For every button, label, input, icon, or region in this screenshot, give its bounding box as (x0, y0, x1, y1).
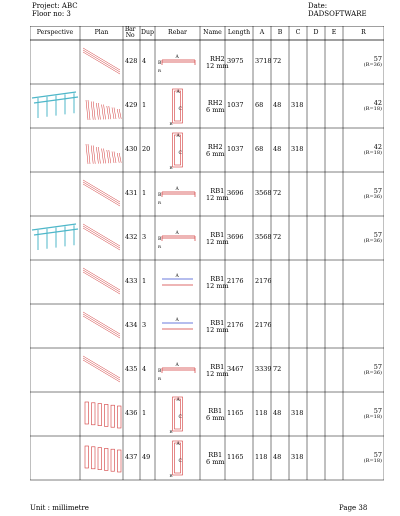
cell-dup: 4 (142, 365, 147, 373)
cell-dup: 1 (142, 409, 147, 417)
bend-radius: 57 (373, 55, 382, 63)
bend-radius: 57 (373, 363, 382, 371)
cell-length: 1037 (227, 101, 244, 109)
plan-stirrup-line (109, 106, 111, 119)
rebar-label-b: B (158, 193, 162, 198)
plan-stirrup-line (109, 150, 111, 163)
date-header (308, 2, 367, 18)
plan-stirrup-line (112, 108, 114, 120)
rebar-label-r: R (169, 165, 173, 170)
plan-bar-line (83, 48, 120, 70)
column-header: Perspective (36, 29, 74, 36)
plan-stirrup-line (98, 103, 100, 120)
cell-b: 72 (273, 233, 282, 241)
cell-a: 68 (255, 101, 264, 109)
rebar-label-r: R (158, 200, 162, 205)
cell-b: 48 (273, 409, 282, 417)
plan-stirrup-line (88, 100, 90, 120)
plan-stirrup-rect (92, 447, 96, 469)
cell-r (357, 364, 382, 376)
cell-b: 72 (273, 365, 282, 373)
plan-stirrup-rect (105, 448, 109, 470)
plan-bar-line (83, 358, 120, 380)
plan-stirrup-line (117, 153, 119, 163)
cell-r (357, 188, 382, 200)
bend-radius-note: (R=36) (363, 370, 382, 376)
cell-b: 72 (273, 57, 282, 65)
bar-name: RB1 (210, 275, 225, 283)
bar-name: RH2 (207, 143, 223, 151)
column-header: Rebar (168, 29, 187, 36)
cell-name (206, 100, 225, 114)
unit-label: Unit : millimetre (30, 504, 89, 512)
bar-name: RB1 (208, 407, 223, 415)
cell-a: 118 (255, 453, 268, 461)
plan-stirrup-line (88, 144, 90, 164)
cell-bar-no: 430 (125, 145, 138, 153)
rebar-label-c: C (178, 151, 182, 156)
plan-stirrup-line (93, 102, 95, 120)
cell-name (206, 276, 229, 290)
bar-size: 12 mm (206, 370, 229, 378)
rebar-label-a: A (176, 134, 180, 139)
bend-radius-note: (R=18) (363, 414, 382, 420)
cell-r (357, 452, 382, 464)
plan-stirrup-line (119, 109, 121, 119)
project-label: Project: ABC (32, 2, 78, 10)
rebar-label-b: B (158, 369, 162, 374)
cell-bar-no: 435 (125, 365, 138, 373)
rebar-stirrup-rect (175, 443, 181, 473)
bar-name: RB1 (210, 231, 225, 239)
cell-a: 118 (255, 409, 268, 417)
cell-dup: 3 (142, 233, 147, 241)
bend-radius: 42 (373, 99, 382, 107)
plan-bar-line (83, 226, 120, 248)
rebar-label-a: A (176, 442, 180, 447)
rebar-stirrup-rect (175, 91, 181, 121)
cell-name (206, 364, 229, 378)
plan-stirrup-rect (85, 402, 89, 424)
plan-bar-line (83, 314, 120, 336)
plan-stirrup-line (117, 109, 119, 119)
bar-name: RB1 (210, 363, 225, 371)
rebar-label-r: R (158, 244, 162, 249)
plan-stirrup-line (102, 105, 104, 120)
plan-stirrup-line (107, 150, 109, 163)
rebar-label-b: B (158, 237, 162, 242)
rebar-label-a: A (176, 90, 180, 95)
cell-dup: 4 (142, 57, 147, 65)
cell-r (357, 144, 382, 156)
bar-size: 12 mm (206, 194, 229, 202)
rebar-label-r: R (169, 429, 173, 434)
bar-name: RH2 (207, 99, 223, 107)
plan-stirrup-line (102, 149, 104, 164)
plan-stirrup-line (119, 153, 121, 163)
cell-name (206, 320, 229, 334)
plan-bar-line (83, 50, 120, 72)
plan-bar-line (83, 316, 120, 338)
plan-bar-line (83, 268, 120, 290)
cell-a: 2176 (255, 321, 272, 329)
cell-a: 3718 (255, 57, 272, 65)
cell-name (206, 408, 225, 422)
plan-stirrup-rect (98, 404, 102, 426)
plan-stirrup-line (107, 106, 109, 119)
plan-stirrup-line (86, 100, 88, 120)
cell-length: 1165 (227, 453, 244, 461)
cell-bar-no: 428 (125, 57, 138, 65)
plan-stirrup-line (91, 102, 93, 120)
bend-radius-note: (R=36) (363, 62, 382, 68)
rebar-label-a: A (175, 318, 179, 323)
rebar-label-b: B (158, 61, 162, 66)
floor-label: Floor no: 3 (32, 10, 71, 18)
date-label: Date: (308, 2, 328, 10)
rebar-label-r: R (158, 68, 162, 73)
rebar-stirrup-rect (175, 399, 181, 429)
column-header: Name (203, 29, 222, 36)
column-header: A (259, 29, 265, 36)
cell-length: 3696 (227, 233, 244, 241)
plan-bar-line (83, 228, 120, 250)
cell-length: 2176 (227, 277, 244, 285)
cell-length: 1037 (227, 145, 244, 153)
rebar-label-a: A (175, 363, 179, 368)
bar-size: 12 mm (206, 62, 229, 70)
cell-length: 2176 (227, 321, 244, 329)
cell-c: 318 (291, 409, 304, 417)
plan-stirrup-line (96, 147, 98, 164)
cell-name (206, 188, 229, 202)
bar-size: 6 mm (206, 106, 225, 114)
cell-a: 2176 (255, 277, 272, 285)
rebar-label-c: C (178, 459, 182, 464)
page-number: Page 38 (339, 504, 368, 512)
plan-stirrup-rect (111, 449, 115, 471)
bend-radius: 57 (373, 231, 382, 239)
cell-r (357, 56, 382, 68)
cell-bar-no: 431 (125, 189, 138, 197)
cell-name (206, 232, 229, 246)
bend-radius: 57 (373, 407, 382, 415)
cell-dup: 1 (142, 101, 147, 109)
column-header: Bar No (124, 26, 136, 39)
bar-size: 12 mm (206, 282, 229, 290)
column-header: E (331, 29, 337, 36)
bend-radius-note: (R=36) (363, 238, 382, 244)
cell-name (206, 56, 229, 70)
bend-radius: 42 (373, 143, 382, 151)
bar-size: 6 mm (206, 414, 225, 422)
bar-name: RH2 (209, 55, 225, 63)
perspective-frame-line (32, 224, 76, 230)
company-label: DADSOFTWARE (308, 10, 367, 18)
plan-stirrup-line (114, 152, 116, 164)
bend-radius: 57 (373, 187, 382, 195)
rebar-label-r: R (169, 121, 173, 126)
column-header: B (277, 29, 283, 36)
plan-stirrup-rect (98, 448, 102, 470)
cell-dup: 1 (142, 189, 147, 197)
plan-stirrup-rect (92, 403, 96, 425)
cell-name (206, 144, 225, 158)
rebar-label-c: C (178, 415, 182, 420)
column-header: R (361, 29, 366, 36)
plan-bar-line (83, 52, 120, 74)
cell-r (357, 232, 382, 244)
bend-radius: 57 (373, 451, 382, 459)
cell-length: 3975 (227, 57, 244, 65)
column-header: Dup (141, 29, 154, 36)
plan-bar-line (83, 184, 120, 206)
cell-a: 3568 (255, 189, 272, 197)
cell-dup: 1 (142, 277, 147, 285)
plan-bar-line (83, 180, 120, 202)
bar-size: 12 mm (206, 238, 229, 246)
rebar-label-r: R (158, 376, 162, 381)
bar-size: 12 mm (206, 326, 229, 334)
plan-bar-line (83, 182, 120, 204)
rebar-label-a: A (175, 231, 179, 236)
plan-stirrup-line (114, 108, 116, 120)
cell-r (357, 408, 382, 420)
cell-dup: 3 (142, 321, 147, 329)
cell-dup: 20 (142, 145, 151, 153)
cell-dup: 49 (142, 453, 151, 461)
plan-stirrup-rect (118, 450, 122, 472)
bend-radius-note: (R=36) (363, 194, 382, 200)
bar-name: RB1 (210, 187, 225, 195)
project-header (32, 2, 78, 18)
plan-bar-line (83, 360, 120, 382)
column-header: C (295, 29, 301, 36)
plan-stirrup-line (93, 146, 95, 164)
cell-bar-no: 434 (125, 321, 138, 329)
perspective-frame-line (32, 92, 76, 98)
column-header: D (313, 29, 319, 36)
cell-length: 1165 (227, 409, 244, 417)
bend-radius-note: (R=18) (363, 458, 382, 464)
rebar-stirrup-rect (175, 135, 181, 165)
plan-bar-line (83, 356, 120, 378)
bend-radius-note: (R=18) (363, 150, 382, 156)
rebar-label-a: A (176, 398, 180, 403)
plan-bar-line (83, 224, 120, 246)
cell-bar-no: 437 (125, 453, 138, 461)
cell-bar-no: 429 (125, 101, 138, 109)
plan-stirrup-rect (85, 446, 89, 468)
plan-stirrup-line (98, 147, 100, 164)
plan-stirrup-rect (111, 405, 115, 427)
bend-radius-note: (R=18) (363, 106, 382, 112)
cell-r (357, 100, 382, 112)
column-header: Length (227, 29, 251, 36)
plan-stirrup-line (91, 146, 93, 164)
rebar-label-a: A (175, 187, 179, 192)
cell-length: 3467 (227, 365, 244, 373)
rebar-label-a: A (175, 55, 179, 60)
cell-b: 48 (273, 453, 282, 461)
bar-name: RB1 (208, 451, 223, 459)
plan-stirrup-line (96, 103, 98, 120)
cell-length: 3696 (227, 189, 244, 197)
cell-b: 72 (273, 189, 282, 197)
column-header: Plan (94, 29, 109, 36)
plan-bar-line (83, 312, 120, 334)
cell-a: 3339 (255, 365, 272, 373)
cell-a: 68 (255, 145, 264, 153)
cell-bar-no: 432 (125, 233, 138, 241)
plan-stirrup-rect (105, 404, 109, 426)
plan-stirrup-line (104, 105, 106, 120)
cell-c: 318 (291, 145, 304, 153)
plan-stirrup-rect (118, 406, 122, 428)
cell-c: 318 (291, 453, 304, 461)
bar-size: 6 mm (206, 150, 225, 158)
plan-stirrup-line (112, 152, 114, 164)
plan-stirrup-line (86, 144, 88, 164)
plan-stirrup-line (104, 149, 106, 164)
rebar-label-a: A (175, 274, 179, 279)
cell-bar-no: 433 (125, 277, 138, 285)
bar-name: RB1 (210, 319, 225, 327)
cell-bar-no: 436 (125, 409, 138, 417)
plan-bar-line (83, 270, 120, 292)
cell-b: 48 (273, 145, 282, 153)
cell-c: 318 (291, 101, 304, 109)
bar-size: 6 mm (206, 458, 225, 466)
rebar-label-c: C (178, 107, 182, 112)
cell-name (206, 452, 225, 466)
rebar-label-r: R (169, 473, 173, 478)
plan-bar-line (83, 272, 120, 294)
rebar-schedule-table (30, 26, 384, 482)
cell-b: 48 (273, 101, 282, 109)
cell-a: 3568 (255, 233, 272, 241)
